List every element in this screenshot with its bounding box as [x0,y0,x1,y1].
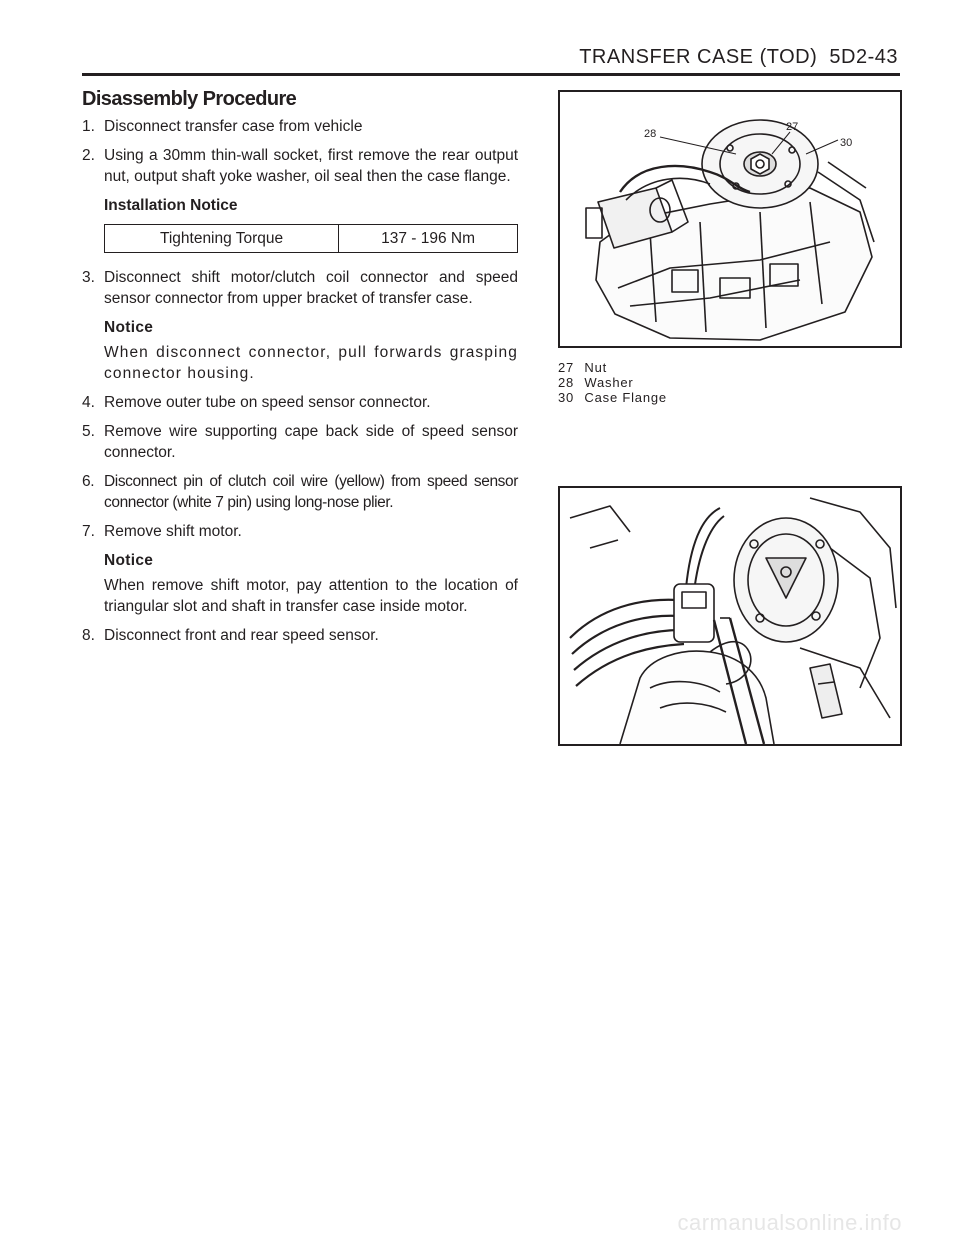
torque-table [104,224,518,253]
legend-number: 27 [558,360,575,375]
torque-value-cell: 137 - 196 Nm [339,225,518,253]
step-text: Remove outer tube on speed sensor connector. [104,394,431,411]
step-number: 2. [82,147,95,164]
connector-removal-figure [558,486,902,746]
step-text: Remove shift motor. [104,523,242,540]
step-text: Disconnect transfer case from vehicle [104,118,363,135]
step-text: Remove wire supporting cape back side of speed sensor connector. [104,423,518,461]
step-1 [82,116,518,137]
step-number: 6. [82,473,95,490]
legend-number: 30 [558,390,575,405]
notice-label: Notice [104,319,154,336]
step-number: 8. [82,627,95,644]
step-text: Disconnect front and rear speed sensor. [104,627,379,644]
site-watermark: carmanualsonline.info [677,1210,902,1235]
legend-label: Case Flange [584,390,667,405]
legend-label: Washer [584,375,634,390]
legend-item [558,390,667,405]
step-2 [82,145,518,187]
step-number: 4. [82,394,95,411]
header-page-number: 5D2-43 [829,46,898,68]
step-4 [82,392,518,413]
step-number: 3. [82,269,95,286]
step-number: 5. [82,423,95,440]
header-rule [82,73,900,76]
header-title: TRANSFER CASE (TOD) [579,46,818,68]
step-number: 1. [82,118,95,135]
notice-label: Notice [104,552,154,569]
legend-number: 28 [558,375,575,390]
step-6 [82,471,518,513]
installation-notice-label: Installation Notice [104,197,238,214]
legend-label: Nut [584,360,608,375]
figure-legend [558,360,667,405]
step-text: Using a 30mm thin-wall socket, first remove the rear output nut, output shaft yoke washer, oil seal then the case flange. [104,147,518,185]
callout-30: 30 [840,137,853,149]
notice-text: When disconnect connector, pull forwards grasping connector housing. [104,344,518,382]
step-7 [82,521,518,542]
callout-27: 27 [786,121,799,133]
step-8 [82,625,518,646]
procedure-steps [82,116,518,654]
step-number: 7. [82,523,95,540]
step-text: Disconnect pin of clutch coil wire (yellow) from speed sensor connector (white 7 pin) using long-nose plier. [104,473,518,511]
page-header [579,46,898,69]
table-row [105,225,518,253]
step-3 [82,267,518,309]
callout-28: 28 [644,128,657,140]
torque-label-cell: Tightening Torque [105,225,339,253]
step-text: Disconnect shift motor/clutch coil connector and speed sensor connector from upper bracket of transfer case. [104,269,518,307]
legend-item [558,375,667,390]
notice-text: When remove shift motor, pay attention to the location of triangular slot and shaft in transfer case inside motor. [104,577,518,615]
step-5 [82,421,518,463]
transfer-case-illustration [560,92,900,346]
section-title: Disassembly Procedure [82,88,297,110]
transfer-case-figure [558,90,902,348]
connector-removal-illustration [560,488,900,744]
legend-item [558,360,667,375]
